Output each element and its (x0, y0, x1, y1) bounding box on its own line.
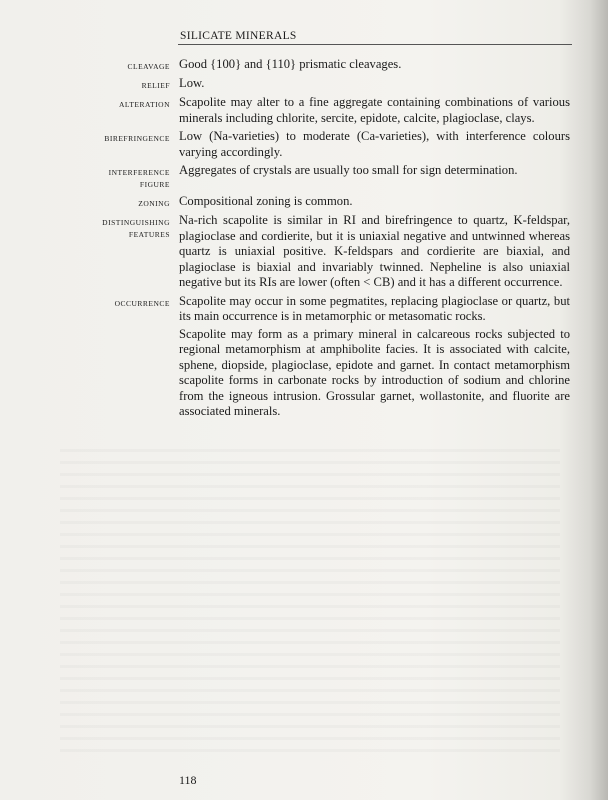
entry-text: Low. (179, 76, 205, 90)
entry-distinguishing-features (60, 213, 570, 291)
entry-label: CLEAVAGE (127, 62, 170, 71)
entry-label: BIREFRINGENCE (104, 134, 170, 143)
entry-occurrence (60, 294, 570, 420)
entry-label: ZONING (138, 199, 170, 208)
entry-alteration (60, 95, 570, 126)
entry-text: Scapolite may alter to a fine aggregate containing combinations of various minerals including chlorite, sercite, epidote, calcite, plagioclase, clays. (179, 95, 570, 125)
running-head: SILICATE MINERALS (180, 30, 297, 42)
entry-relief (60, 76, 570, 92)
entry-text: Na-rich scapolite is similar in RI and birefringence to quartz, K-feldspar, plagioclase and cordierite, but it is uniaxial negative and untwinned whereas quartz is uniaxial positive. K-feldspars and cordierite are biaxial, and plagioclase is biaxial and invariably twinned. Nepheline is also uniaxial negative but its RIs are lower (often < CB) and it has a different occurrence. (179, 213, 570, 289)
entry-text: Good {100} and {110} prismatic cleavages. (179, 57, 402, 71)
show-through-text (60, 440, 560, 760)
entry-cleavage (60, 57, 570, 73)
entry-label: INTERFERENCE FIGURE (108, 168, 170, 189)
property-entries (60, 57, 570, 423)
entry-zoning (60, 194, 570, 210)
entry-birefringence (60, 129, 570, 160)
entry-label: OCCURRENCE (114, 298, 170, 308)
entry-text: Scapolite may occur in some pegmatites, replacing plagioclase or quartz, but its main occurrence is in metamorphic or metasomatic rocks. Scapolite may form as a primary mineral in calcareous rocks subjected to regional metamorphism at amphibolite facies. It is associated with calcite, sphene, diopside, plagioclase, epidote and garnet. In contact metamorphism scapolite forms in carbonate rocks by introduction of sodium and chlorine from the igneous intrusion. Grossular garnet, wollastonite, and fluorite are associated minerals. (179, 293, 570, 418)
page-number: 118 (179, 773, 197, 787)
entry-text: Low (Na-varieties) to moderate (Ca-varieties), with interference colours varying accordingly. (179, 129, 570, 159)
entry-interference-figure (60, 163, 570, 191)
entry-label: RELIEF (141, 81, 170, 90)
header-rule (178, 44, 572, 45)
entry-text: Aggregates of crystals are usually too small for sign determination. (179, 163, 518, 177)
entry-label: ALTERATION (119, 100, 170, 109)
entry-text: Compositional zoning is common. (179, 194, 353, 208)
entry-label: DISTINGUISHING FEATURES (102, 218, 170, 239)
